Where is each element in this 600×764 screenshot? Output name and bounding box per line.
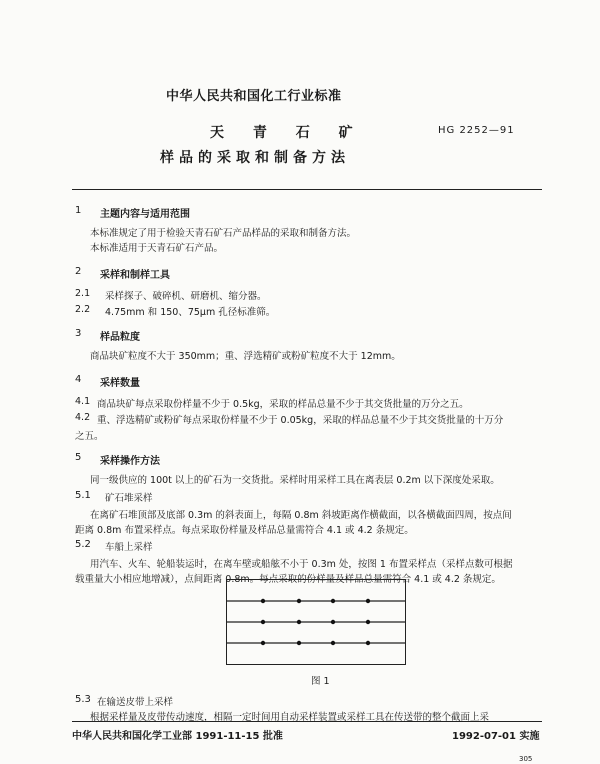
section-5-1-title: 矿石堆采样 [105, 493, 153, 504]
section-5-title: 采样操作方法 [100, 456, 160, 467]
standard-type-header: 中华人民共和国化工行业标准 [166, 89, 342, 104]
section-5-1-number: 5.1 [75, 490, 91, 501]
sampling-point [297, 641, 301, 645]
section-5-intro: 同一级供应的 100t 以上的矿石为一交货批。采样时用采样工具在离表层 0.2m 以下深度处采取。 [90, 475, 500, 486]
sampling-point [261, 599, 265, 603]
figure-1-sampling-diagram [226, 579, 406, 665]
sampling-point [331, 599, 335, 603]
section-5-1-line2: 距离 0.8m 布置采样点。每点采取份样量及样品总量需符合 4.1 或 4.2 条规定。 [75, 525, 414, 536]
sampling-point [297, 620, 301, 624]
section-2-1-number: 2.1 [75, 288, 91, 299]
section-2-1-text: 采样探子、破碎机、研磨机、缩分器。 [105, 291, 267, 302]
section-1-title: 主题内容与适用范围 [100, 209, 190, 220]
section-2-title: 采样和制样工具 [100, 270, 170, 281]
figure-1-svg [227, 580, 405, 664]
section-1-number: 1 [75, 205, 82, 216]
section-5-3-title: 在输送皮带上采样 [97, 697, 174, 708]
section-3-number: 3 [75, 328, 82, 339]
standard-code: HG 2252—91 [438, 125, 515, 136]
sampling-point [261, 620, 265, 624]
footer-divider [72, 721, 542, 722]
section-5-number: 5 [75, 452, 82, 463]
sampling-point [366, 641, 370, 645]
section-3-title: 样品粒度 [100, 332, 140, 343]
section-4-title: 采样数量 [100, 378, 140, 389]
sampling-point [331, 620, 335, 624]
section-5-2-number: 5.2 [75, 539, 91, 550]
section-5-2-line2: 载重量大小相应地增减），点间距离 0.8m。每点采取的份样量及样品总量需符合 4.1 或 4.2 条规定。 [75, 574, 501, 585]
section-5-1-line1: 在离矿石堆顶部及底部 0.3m 的斜表面上，每隔 0.8m 斜坡距离作横截面，以各横截面四周，按点间 [90, 510, 512, 521]
sampling-point [297, 599, 301, 603]
sampling-point [261, 641, 265, 645]
section-4-1-number: 4.1 [75, 396, 91, 407]
approval-note: 中华人民共和国化学工业部 1991-11-15 批准 [72, 731, 283, 742]
sampling-point [366, 620, 370, 624]
document-title-line2: 样品的采取和制备方法 [160, 150, 350, 166]
sampling-point [366, 599, 370, 603]
page-number: 305 [519, 755, 533, 763]
figure-1-caption: 图 1 [311, 676, 330, 687]
section-5-3-line1: 根据采样量及皮带传动速度，相隔一定时间用自动采样装置或采样工具在传送带的整个截面上采 [90, 712, 490, 723]
section-4-1-text: 商品块矿每点采取份样量不少于 0.5kg，采取的样品总量不少于其交货批量的万分之五。 [97, 399, 469, 410]
section-1-paragraph-1: 本标准规定了用于检验天青石矿石产品样品的采取和制备方法。 [90, 228, 357, 239]
section-2-2-text: 4.75mm 和 150、75μm 孔径标准筛。 [105, 307, 276, 318]
section-4-2-text-line2: 之五。 [75, 431, 104, 442]
section-1-paragraph-2: 本标准适用于天青石矿石产品。 [90, 243, 224, 254]
section-4-2-number: 4.2 [75, 412, 91, 423]
effective-date: 1992-07-01 实施 [452, 731, 540, 742]
section-5-2-line1: 用汽车、火车、轮船装运时，在离车壁或船舷不小于 0.3m 处，按图 1 布置采样点（采样点数可根据 [90, 559, 513, 570]
section-2-number: 2 [75, 266, 82, 277]
section-4-2-text-line1: 重、浮选精矿或粉矿每点采取份样量不少于 0.05kg，采取的样品总量不少于其交货批量的十万分 [97, 415, 504, 426]
document-title-line1: 天 青 石 矿 [210, 125, 365, 141]
section-4-number: 4 [75, 374, 82, 385]
sampling-point [331, 641, 335, 645]
section-3-paragraph: 商品块矿粒度不大于 350mm；重、浮选精矿或粉矿粒度不大于 12mm。 [90, 351, 401, 362]
section-5-3-number: 5.3 [75, 694, 91, 705]
section-5-2-title: 车船上采样 [105, 542, 153, 553]
header-divider [72, 189, 542, 190]
section-2-2-number: 2.2 [75, 304, 91, 315]
